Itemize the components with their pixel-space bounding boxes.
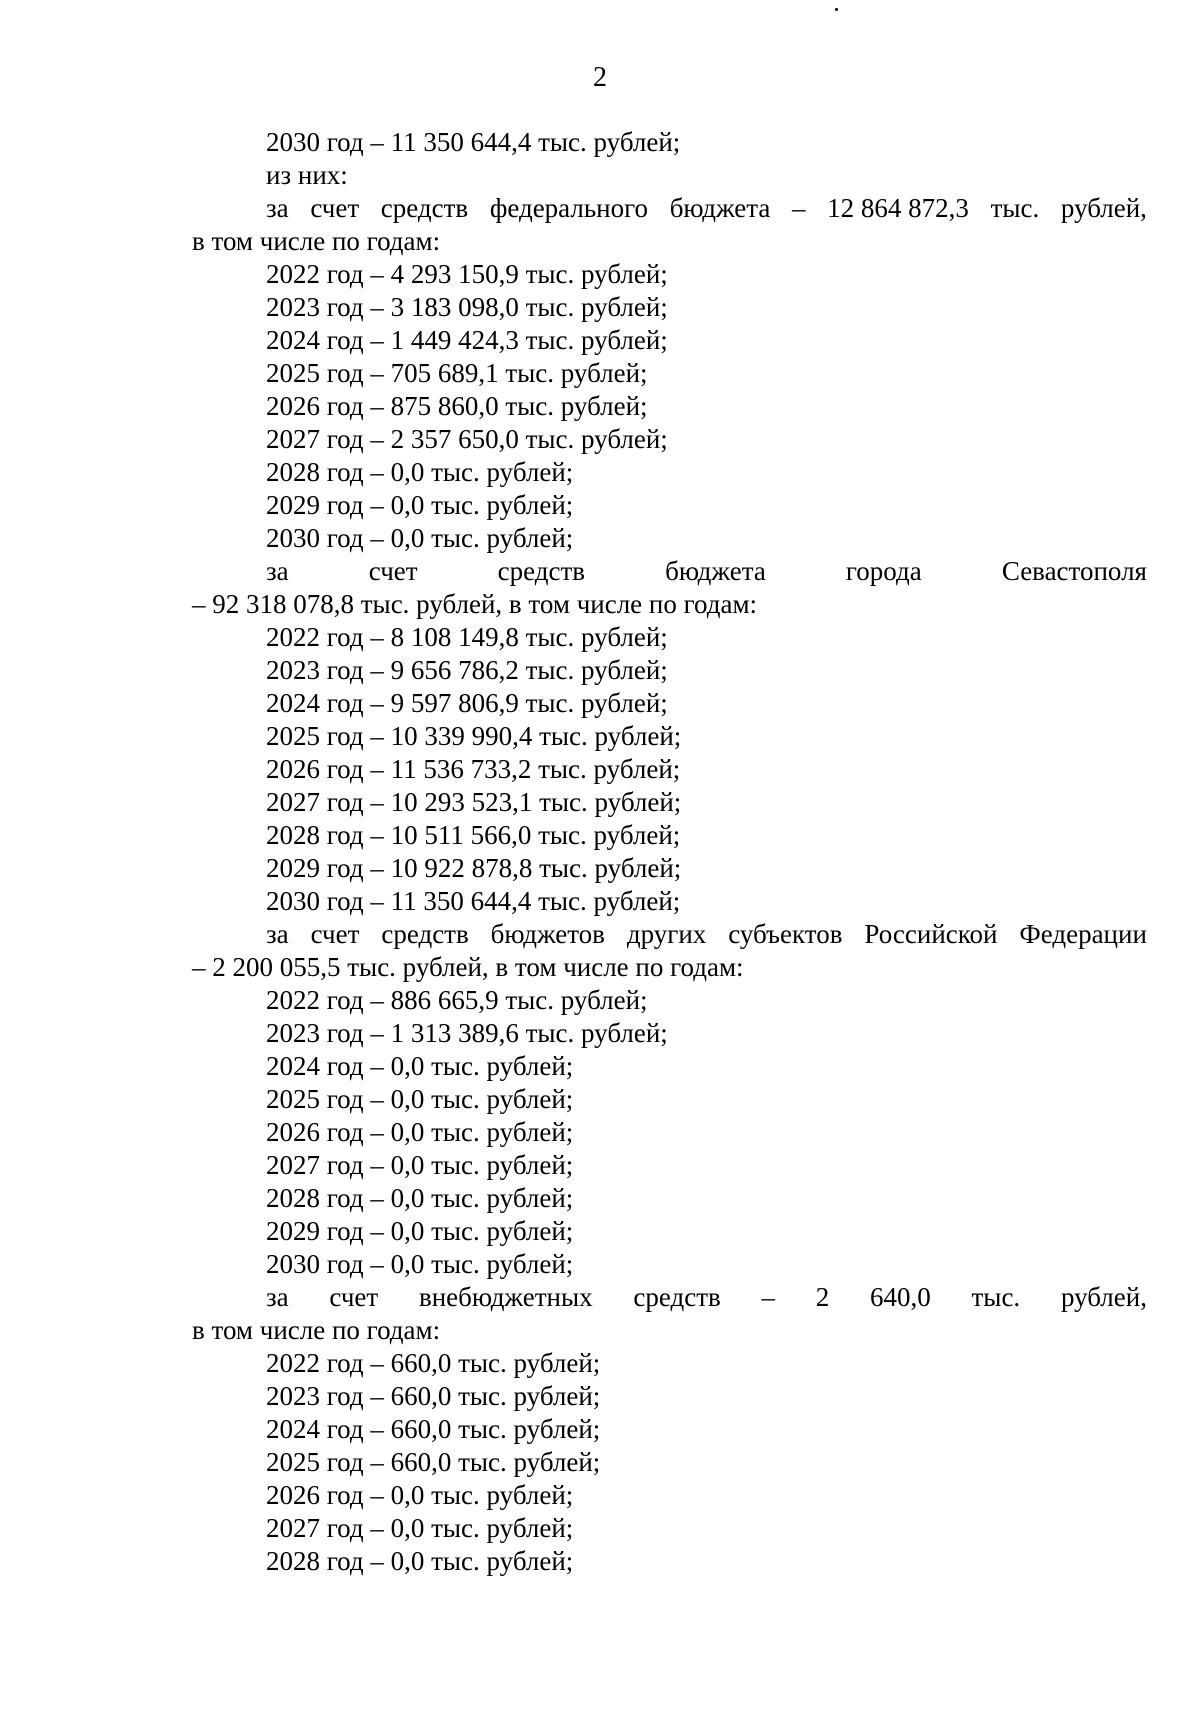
year-amount-line: 2023 год – 660,0 тыс. рублей; (266, 1381, 601, 1411)
heading-word: счет (329, 1282, 379, 1312)
heading-word: за (266, 193, 289, 223)
iz-nih-line: из них: (266, 160, 348, 190)
year-amount-line: 2025 год – 705 689,1 тыс. рублей; (266, 358, 648, 388)
sevastopol-heading (192, 555, 1147, 588)
heading-word: счет (368, 556, 418, 586)
heading-word: средств (497, 556, 586, 586)
year-amount-line: 2026 год – 0,0 тыс. рублей; (266, 1480, 574, 1510)
heading-word: – (792, 193, 806, 223)
heading-word: тыс. (971, 1282, 1021, 1312)
year-amount-line: 2028 год – 0,0 тыс. рублей; (266, 457, 574, 487)
other-subjects-continuation: – 2 200 055,5 тыс. рублей, в том числе по годам: (192, 952, 744, 982)
year-amount-line: 2025 год – 0,0 тыс. рублей; (266, 1084, 574, 1114)
heading-word: субъектов (728, 919, 843, 949)
year-amount-line: 2025 год – 660,0 тыс. рублей; (266, 1447, 601, 1477)
year-amount-line: 2022 год – 886 665,9 тыс. рублей; (266, 985, 648, 1015)
year-amount-line: 2023 год – 1 313 389,6 тыс. рублей; (266, 1018, 668, 1048)
year-amount-line: 2030 год – 0,0 тыс. рублей; (266, 523, 574, 553)
heading-word: бюджета (669, 193, 771, 223)
heading-word: за (266, 556, 289, 586)
year-amount-line: 2029 год – 10 922 878,8 тыс. рублей; (266, 853, 682, 883)
year-amount-line: 2028 год – 0,0 тыс. рублей; (266, 1183, 574, 1213)
year-amount-line: 2023 год – 3 183 098,0 тыс. рублей; (266, 292, 668, 322)
heading-word: Федерации (1019, 919, 1147, 949)
year-amount-line: 2028 год – 0,0 тыс. рублей; (266, 1546, 574, 1576)
heading-word: за (266, 919, 289, 949)
year-amount-line: 2023 год – 9 656 786,2 тыс. рублей; (266, 655, 668, 685)
year-amount-line: 2022 год – 8 108 149,8 тыс. рублей; (266, 622, 668, 652)
heading-word: 12 864 872,3 (827, 193, 969, 223)
heading-word: 640,0 (870, 1282, 931, 1312)
heading-word: за (266, 1282, 289, 1312)
year-amount-line: 2025 год – 10 339 990,4 тыс. рублей; (266, 721, 682, 751)
federal-year-list (192, 258, 1147, 555)
year-amount-line: 2030 год – 0,0 тыс. рублей; (266, 1249, 574, 1279)
year-amount-line: 2026 год – 11 536 733,2 тыс. рублей; (266, 754, 681, 784)
document-body (192, 126, 1147, 1578)
year-amount-line: 2024 год – 660,0 тыс. рублей; (266, 1414, 601, 1444)
heading-word: – (761, 1282, 775, 1312)
heading-word: средств (380, 193, 469, 223)
heading-word: федерального (489, 193, 649, 223)
scan-dot (835, 8, 838, 11)
year-amount-line: 2026 год – 875 860,0 тыс. рублей; (266, 391, 648, 421)
federal-continuation: в том числе по годам: (192, 226, 441, 256)
extra-budget-heading (192, 1281, 1147, 1314)
heading-word: внебюджетных (418, 1282, 593, 1312)
year-amount-line: 2024 год – 1 449 424,3 тыс. рублей; (266, 325, 668, 355)
heading-word: города (845, 556, 922, 586)
heading-word: бюджетов (490, 919, 605, 949)
heading-word: счет (310, 193, 360, 223)
extra-budget-year-list (192, 1347, 1147, 1578)
heading-word: счет (310, 919, 360, 949)
federal-heading (192, 192, 1147, 225)
year-amount-line: 2026 год – 0,0 тыс. рублей; (266, 1117, 574, 1147)
other-subjects-heading (192, 918, 1147, 951)
year-amount-line: 2028 год – 10 511 566,0 тыс. рублей; (266, 820, 681, 850)
year-amount-line: 2029 год – 0,0 тыс. рублей; (266, 1216, 574, 1246)
year-amount-line: 2027 год – 10 293 523,1 тыс. рублей; (266, 787, 682, 817)
year-amount-line: 2024 год – 9 597 806,9 тыс. рублей; (266, 688, 668, 718)
year-amount-line: 2024 год – 0,0 тыс. рублей; (266, 1051, 574, 1081)
heading-word: бюджета (665, 556, 766, 586)
year-amount-line: 2030 год – 11 350 644,4 тыс. рублей; (266, 886, 681, 916)
heading-word: тыс. (990, 193, 1040, 223)
total-2030-line: 2030 год – 11 350 644,4 тыс. рублей; (266, 127, 681, 157)
extra-budget-continuation: в том числе по годам: (192, 1315, 441, 1345)
heading-word: рублей, (1060, 193, 1147, 223)
sevastopol-year-list (192, 621, 1147, 918)
heading-word: средств (633, 1282, 721, 1312)
heading-word: Севастополя (1001, 556, 1147, 586)
heading-word: других (626, 919, 707, 949)
year-amount-line: 2029 год – 0,0 тыс. рублей; (266, 490, 574, 520)
year-amount-line: 2027 год – 0,0 тыс. рублей; (266, 1150, 574, 1180)
heading-word: Российской (864, 919, 998, 949)
sevastopol-continuation: – 92 318 078,8 тыс. рублей, в том числе по годам: (192, 589, 758, 619)
year-amount-line: 2022 год – 660,0 тыс. рублей; (266, 1348, 601, 1378)
page-number: 2 (593, 62, 607, 93)
other-subjects-year-list (192, 984, 1147, 1281)
heading-word: рублей, (1060, 1282, 1147, 1312)
year-amount-line: 2027 год – 0,0 тыс. рублей; (266, 1513, 574, 1543)
year-amount-line: 2022 год – 4 293 150,9 тыс. рублей; (266, 259, 668, 289)
heading-word: средств (381, 919, 469, 949)
heading-word: 2 (815, 1282, 830, 1312)
year-amount-line: 2027 год – 2 357 650,0 тыс. рублей; (266, 424, 668, 454)
